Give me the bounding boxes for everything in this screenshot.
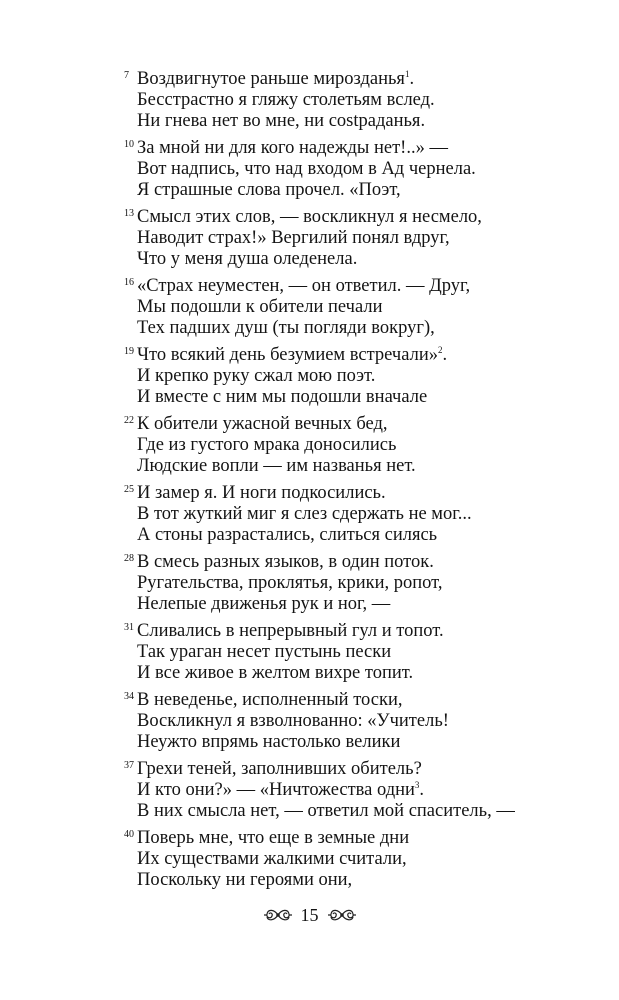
verse-line: И замер я. И ноги подкосились. [137, 483, 386, 503]
verse-line [137, 69, 414, 89]
verse-line: Смысл этих слов, — воскликнул я несмело, [137, 207, 482, 227]
line-number: 40 [124, 829, 134, 840]
line-number: 16 [124, 277, 134, 288]
punctuation: . [409, 69, 415, 89]
line-number: 7 [124, 70, 129, 81]
verse-line: Мы подошли к обители печали [137, 297, 383, 317]
verse-line: Вот надпись, что над входом в Ад чернела. [137, 159, 476, 179]
line-number: 37 [124, 760, 134, 771]
verse-line: Ни гнева нет во мне, ни сostраданья. [137, 111, 426, 131]
verse-line: И вместе с ним мы подошли вначале [137, 387, 428, 407]
floral-ornament-icon [263, 906, 293, 924]
verse-line: Ругательства, проклятья, крики, ропот, [137, 573, 443, 593]
verse-line: Воскликнул я взволнованно: «Учитель! [137, 711, 449, 731]
verse-line-text: Воздвигнутое раньше мирозданья [137, 69, 405, 89]
verse-line: Сливались в непрерывный гул и топот. [137, 621, 444, 641]
verse-line: В смесь разных языков, в один поток. [137, 552, 434, 572]
line-number: 34 [124, 691, 134, 702]
page-footer [0, 903, 619, 927]
verse-line: «Страх неуместен, — он ответил. — Друг, [137, 276, 471, 296]
verse-line: Поверь мне, что еще в земные дни [137, 828, 410, 848]
line-number: 13 [124, 208, 134, 219]
verse-line-text: Что всякий день безумием встречали» [137, 345, 438, 365]
page-number: 15 [300, 905, 319, 925]
verse-line: За мной ни для кого надежды нет!..» — [137, 138, 448, 158]
line-number: 28 [124, 553, 134, 564]
verse-line [137, 780, 424, 800]
verse-line: Бесстрастно я гляжу столетьям вслед. [137, 90, 435, 110]
verse-line: В них смысла нет, — ответил мой спаситель, — [137, 801, 515, 821]
footnote-marker: 1 [404, 69, 410, 79]
punctuation: . [419, 780, 425, 800]
verse-line: В тот жуткий миг я слез сдержать не мог... [137, 504, 472, 524]
footnote-marker: 3 [414, 780, 420, 790]
verse-line: Я страшные слова прочел. «Поэт, [137, 180, 401, 200]
line-number: 31 [124, 622, 134, 633]
verse-line: Людские вопли — им названья нет. [137, 456, 416, 476]
verse-line: Что у меня душа оледенела. [137, 249, 358, 269]
verse-line: В неведенье, исполненный тоски, [137, 690, 403, 710]
verse-line: Так ураган несет пустынь пески [137, 642, 392, 662]
line-number: 22 [124, 415, 134, 426]
verse-line-text: И кто они?» — «Ничтожества одни [137, 780, 415, 800]
verse-line: Их существами жалкими считали, [137, 849, 407, 869]
line-number: 19 [124, 346, 134, 357]
verse-line: Нелепые движенья рук и ног, — [137, 594, 391, 614]
verse-line: К обители ужасной вечных бед, [137, 414, 388, 434]
footnote-marker: 2 [437, 345, 443, 355]
line-number: 25 [124, 484, 134, 495]
verse-line: Наводит страх!» Вергилий понял вдруг, [137, 228, 450, 248]
verse-line: Неужто впрямь настолько велики [137, 732, 401, 752]
verse-line: Тех падших душ (ты погляди вокруг), [137, 318, 435, 338]
verse-line [137, 345, 447, 365]
punctuation: . [442, 345, 448, 365]
verse-line: Где из густого мрака доносились [137, 435, 397, 455]
verse-line: Поскольку ни героями они, [137, 870, 353, 890]
verse-line: И крепко руку сжал мою поэт. [137, 366, 376, 386]
verse-line: И все живое в желтом вихре топит. [137, 663, 414, 683]
verse-line: Грехи теней, заполнивших обитель? [137, 759, 422, 779]
line-number: 10 [124, 139, 134, 150]
floral-ornament-icon [327, 906, 357, 924]
verse-line: А стоны разрастались, слиться силясь [137, 525, 438, 545]
